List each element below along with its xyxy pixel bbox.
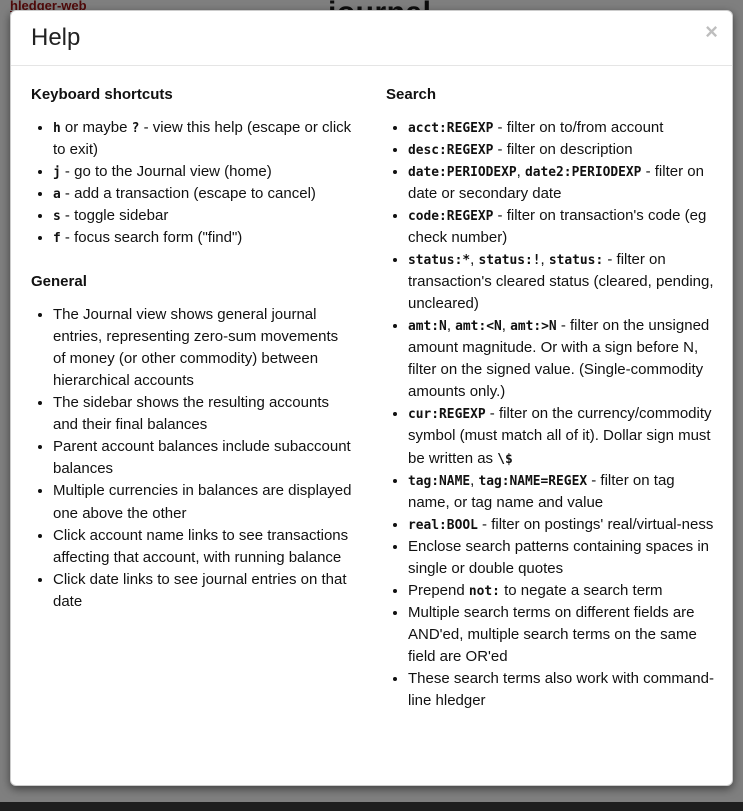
code-text: amt:N xyxy=(408,319,447,335)
list-item: • Multiple search terms on different fields are AND'ed, multiple search terms on the same field are OR'ed xyxy=(408,602,717,668)
list-item: • Click date links to see journal entries on that date xyxy=(53,569,352,613)
code-text: f xyxy=(53,231,61,247)
list-item: • s - toggle sidebar xyxy=(53,205,352,227)
list-item: • Parent account balances include subaccount balances xyxy=(53,436,352,480)
list-item: • status:*, status:!, status: - filter on transaction's cleared status (cleared, pending, uncleared) xyxy=(408,249,717,315)
code-text: ? xyxy=(131,120,140,136)
code-text: amt:<N xyxy=(455,319,502,335)
list-item: • code:REGEXP - filter on transaction's code (eg check number) xyxy=(408,205,717,249)
list-item: • real:BOOL - filter on postings' real/virtual-ness xyxy=(408,514,717,536)
list-item: • Enclose search patterns containing spaces in single or double quotes xyxy=(408,536,717,580)
close-icon[interactable]: × xyxy=(705,19,718,44)
list-item: • The Journal view shows general journal entries, representing zero-sum movements of money (or other commodity) between hierarchical accounts xyxy=(53,304,352,392)
shortcuts-list xyxy=(31,117,352,249)
help-modal xyxy=(10,10,733,786)
list-item: • Prepend not: to negate a search term xyxy=(408,580,717,602)
list-item: • acct:REGEXP - filter on to/from account xyxy=(408,117,717,139)
modal-body xyxy=(11,66,732,785)
list-item: • cur:REGEXP - filter on the currency/commodity symbol (must match all of it). Dollar sign must be written as \$ xyxy=(408,403,717,469)
code-text: real:BOOL xyxy=(408,517,478,533)
code-text: acct:REGEXP xyxy=(408,120,494,136)
right-column xyxy=(374,86,717,775)
code-text: \$ xyxy=(497,451,513,467)
code-text: status: xyxy=(548,253,604,269)
list-item: • j - go to the Journal view (home) xyxy=(53,161,352,183)
code-text: desc:REGEXP xyxy=(408,142,494,158)
list-item: • The sidebar shows the resulting accounts and their final balances xyxy=(53,392,352,436)
code-text: tag:NAME xyxy=(408,473,471,489)
search-heading: Search xyxy=(386,85,437,103)
list-item: • Multiple currencies in balances are displayed one above the other xyxy=(53,480,352,524)
list-item: • tag:NAME, tag:NAME=REGEX - filter on tag name, or tag name and value xyxy=(408,470,717,514)
general-list xyxy=(31,304,352,613)
code-text: cur:REGEXP xyxy=(408,407,486,423)
code-text: date:PERIODEXP xyxy=(408,164,517,180)
code-text: amt:>N xyxy=(510,319,557,335)
list-item: • desc:REGEXP - filter on description xyxy=(408,139,717,161)
code-text: not: xyxy=(468,583,500,599)
code-text: status:! xyxy=(478,253,541,269)
list-item: • f - focus search form ("find") xyxy=(53,227,352,249)
shortcuts-heading: Keyboard shortcuts xyxy=(31,85,173,103)
list-item: • a - add a transaction (escape to cancel) xyxy=(53,183,352,205)
code-text: s xyxy=(53,208,61,224)
code-text: code:REGEXP xyxy=(408,208,494,224)
code-text: j xyxy=(53,164,61,180)
list-item: • date:PERIODEXP, date2:PERIODEXP - filter on date or secondary date xyxy=(408,161,717,205)
code-text: status:* xyxy=(408,253,471,269)
modal-header xyxy=(11,11,732,66)
list-item: • amt:N, amt:<N, amt:>N - filter on the unsigned amount magnitude. Or with a sign before N, filter on the signed value. (Single-commodity amounts only.) xyxy=(408,315,717,403)
code-text: a xyxy=(53,186,61,202)
list-item: • Click account name links to see transactions affecting that account, with running balance xyxy=(53,525,352,569)
list-item: • h or maybe ? - view this help (escape or click to exit) xyxy=(53,117,352,161)
general-heading: General xyxy=(31,273,87,291)
code-text: tag:NAME=REGEX xyxy=(478,473,588,489)
code-text: h xyxy=(53,120,61,136)
list-item: • These search terms also work with command-line hledger xyxy=(408,668,717,712)
code-text: date2:PERIODEXP xyxy=(525,164,642,180)
left-column xyxy=(31,86,374,775)
modal-title: Help xyxy=(31,24,81,51)
search-list xyxy=(386,117,717,712)
